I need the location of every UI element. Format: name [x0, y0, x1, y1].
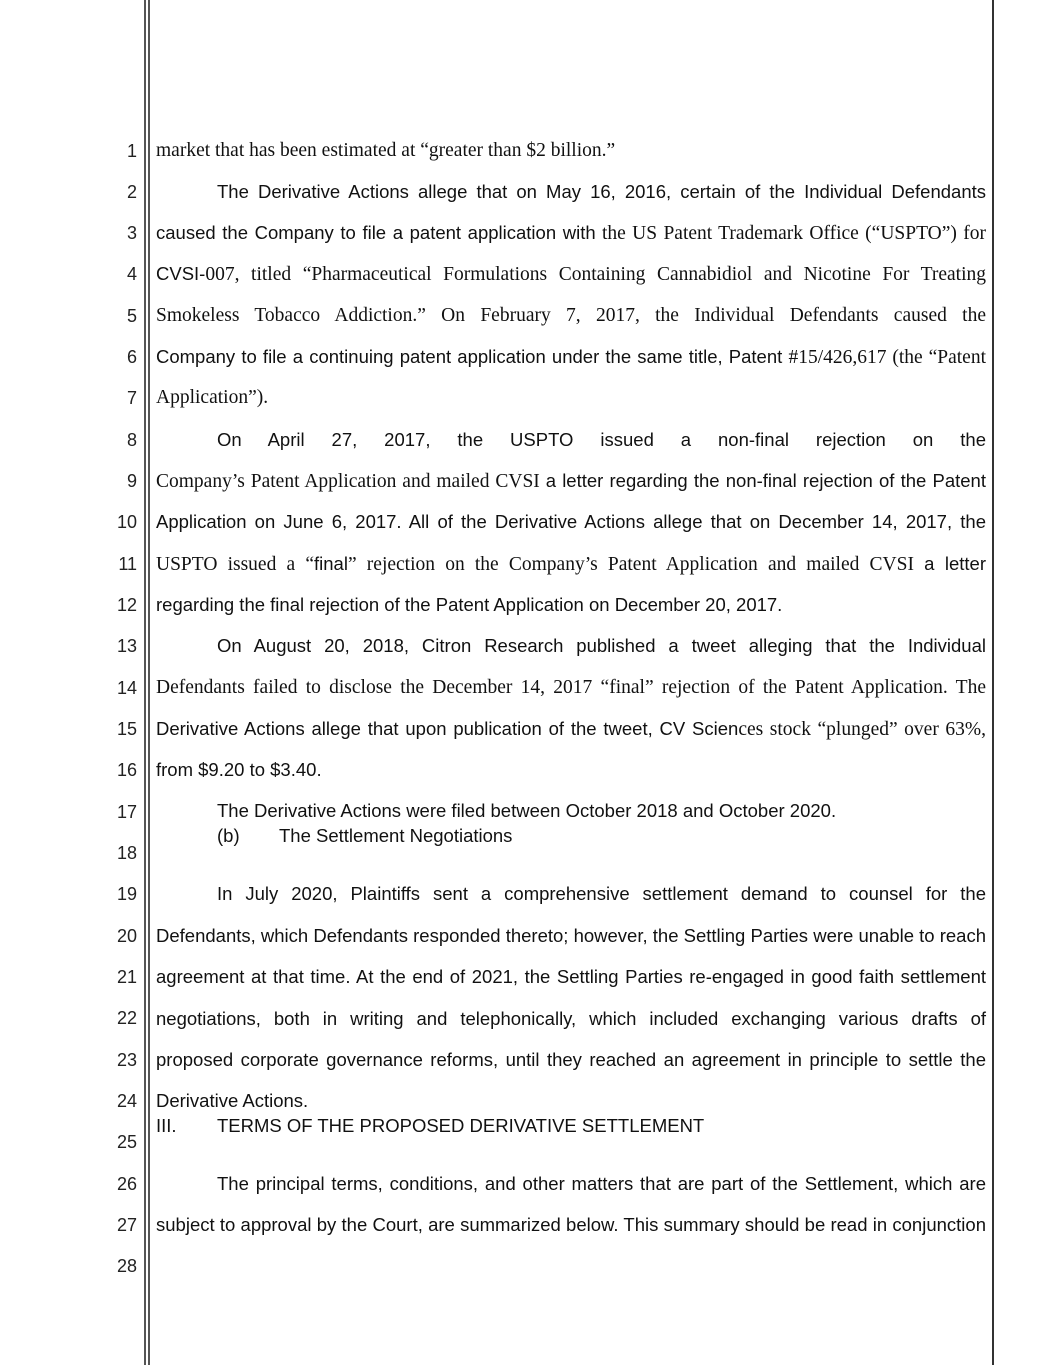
line-number: 24	[116, 1091, 137, 1111]
body-line: regarding the final rejection of the Patent Application on December 20, 2017.	[156, 594, 783, 615]
line-number: 7	[126, 388, 137, 408]
line-number: 10	[116, 512, 137, 532]
line-number: 20	[116, 926, 137, 946]
body-line: subject to approval by the Court, are summarized below. This summary should be read in conjunction	[156, 1214, 986, 1235]
heading-title: TERMS OF THE PROPOSED DERIVATIVE SETTLEMENT	[217, 1115, 705, 1136]
body-line: Defendants failed to disclose the December 14, 2017 “final” rejection of the Patent Application. The	[156, 677, 986, 698]
line-number: 22	[116, 1008, 137, 1028]
line-number: 2	[126, 182, 137, 202]
text-run: ” rejection on the Company’s Patent Application and mailed CVSI	[347, 554, 925, 575]
body-line: Defendants, which Defendants responded thereto; however, the Settling Parties were unable to reach	[156, 925, 986, 946]
text-run: a letter	[924, 553, 986, 574]
body-line: In July 2020, Plaintiffs sent a comprehensive settlement demand to counsel for the	[217, 883, 986, 904]
body-line	[156, 263, 986, 286]
text-run: final	[314, 553, 348, 574]
text-run: the US Patent Trademark Office (“USPTO”) for	[595, 223, 986, 244]
body-line: proposed corporate governance reforms, until they reached an agreement in principle to settle the	[156, 1049, 986, 1070]
right-margin-rule	[992, 0, 994, 1365]
body-line	[156, 222, 986, 245]
text-run: #15/426,617 (the “Patent	[788, 347, 986, 368]
body-line	[156, 718, 986, 741]
body-line: negotiations, both in writing and telephonically, which included exchanging various drafts of	[156, 1008, 986, 1029]
body-line: Application”).	[156, 387, 269, 408]
line-number: 13	[116, 636, 137, 656]
line-number: 25	[116, 1132, 137, 1152]
line-number: 21	[116, 967, 137, 987]
heading-number: (b)	[217, 825, 240, 846]
line-number: 4	[126, 264, 137, 284]
left-margin-rule-inner	[148, 0, 150, 1365]
line-number: 12	[116, 595, 137, 615]
body-line	[156, 553, 986, 576]
body-line: Application on June 6, 2017. All of the Derivative Actions allege that on December 14, 2017, the	[156, 511, 986, 532]
body-line: The Derivative Actions allege that on May 16, 2016, certain of the Individual Defendants	[217, 181, 986, 202]
line-number: 27	[116, 1215, 137, 1235]
line-number: 26	[116, 1174, 137, 1194]
text-run: Company to file a continuing patent application under the same title, Patent	[156, 346, 789, 367]
body-line: from $9.20 to $3.40.	[156, 759, 322, 780]
heading-number: III.	[156, 1115, 177, 1136]
text-run: USPTO issued a “	[156, 554, 315, 575]
line-number: 17	[116, 802, 137, 822]
line-number: 1	[126, 141, 137, 161]
line-number: 5	[126, 306, 137, 326]
text-run: Company’s Patent Application and mailed CVSI	[156, 471, 546, 492]
line-number: 14	[116, 678, 137, 698]
line-number: 3	[126, 223, 137, 243]
body-line: On August 20, 2018, Citron Research published a tweet alleging that the Individual	[217, 635, 986, 656]
body-line: The principal terms, conditions, and other matters that are part of the Settlement, which are	[217, 1173, 986, 1194]
text-run: ces stock “plunged” over 63%,	[738, 719, 986, 740]
text-run: 007, titled “Pharmaceutical Formulations Containing Cannabidiol and Nicotine For Treating	[205, 264, 986, 285]
text-run: caused the Company to file a patent application with	[156, 222, 596, 243]
body-line: On April 27, 2017, the USPTO issued a non-final rejection on the	[217, 429, 986, 450]
body-line: market that has been estimated at “greater than $2 billion.”	[156, 140, 616, 161]
body-line	[156, 346, 986, 369]
heading-title: The Settlement Negotiations	[279, 825, 513, 846]
line-number: 15	[116, 719, 137, 739]
left-margin-rule-outer	[144, 0, 146, 1365]
body-line: Smokeless Tobacco Addiction.” On February 7, 2017, the Individual Defendants caused the	[156, 305, 986, 326]
line-number: 28	[116, 1256, 137, 1276]
body-line: Derivative Actions.	[156, 1090, 309, 1111]
section-heading-iii	[156, 1115, 956, 1137]
line-number: 11	[118, 554, 137, 574]
text-run: a letter regarding the non-final rejection of the Patent	[545, 470, 986, 491]
line-number: 6	[126, 347, 137, 367]
line-number: 18	[116, 843, 137, 863]
line-number: 19	[116, 884, 137, 904]
body-line	[156, 470, 986, 493]
line-number: 16	[116, 760, 137, 780]
section-heading-b	[217, 825, 917, 847]
text-run: CVSI-	[156, 263, 206, 284]
line-number: 9	[126, 471, 137, 491]
body-line: agreement at that time. At the end of 2021, the Settling Parties re-engaged in good faith settlement	[156, 966, 986, 987]
text-run: Derivative Actions allege that upon publication of the tweet, CV Scien	[156, 718, 739, 739]
line-number: 23	[116, 1050, 137, 1070]
line-number: 8	[126, 430, 137, 450]
body-line: The Derivative Actions were filed between October 2018 and October 2020.	[217, 800, 837, 821]
